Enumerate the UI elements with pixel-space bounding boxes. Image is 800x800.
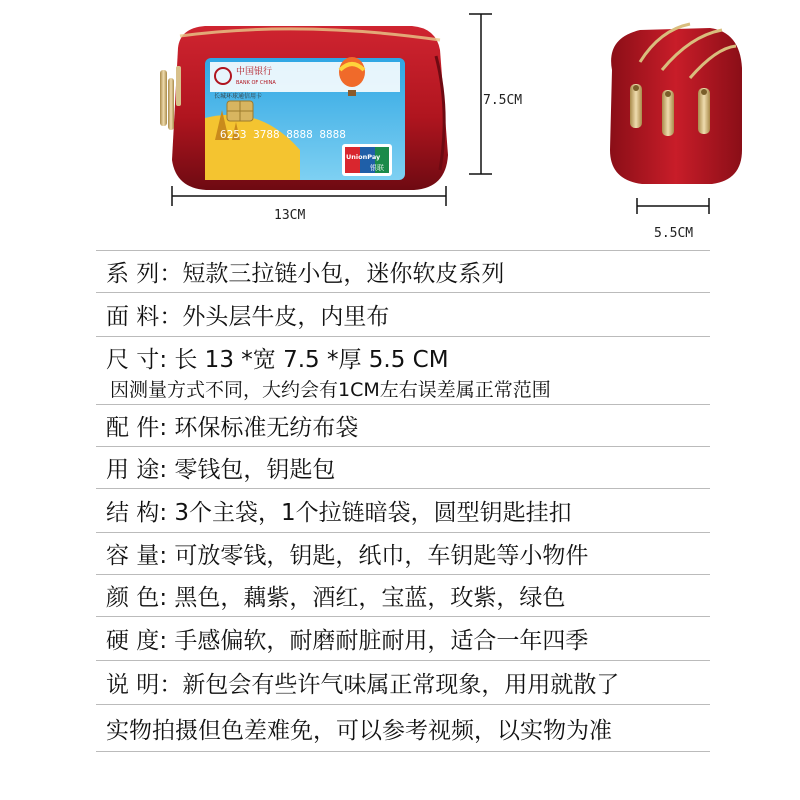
card-title-text: 长城环球通信用卡 <box>214 93 263 100</box>
bank-name-en-text: BANK OF CHINA <box>236 80 276 86</box>
spec-text: 配 件: 环保标准无纺布袋 <box>106 415 359 441</box>
spec-text: 硬 度: 手感偏软，耐磨耐脏耐用，适合一年四季 <box>106 628 589 654</box>
spec-row-material <box>96 292 710 336</box>
spec-row-colors <box>96 574 710 616</box>
spec-row-disclaimer <box>96 704 710 751</box>
bank-card-image <box>205 57 405 180</box>
card-number-text: 6253 3788 8888 8888 <box>220 128 346 141</box>
spec-row-notes <box>96 660 710 704</box>
spec-text: 结 构: 3个主袋，1个拉链暗袋，圆型钥匙挂扣 <box>106 500 572 526</box>
spec-text: 面 料：外头层牛皮，内里布 <box>106 304 390 330</box>
unionpay-logo-text: UnionPay <box>346 153 381 161</box>
product-photo <box>0 0 800 250</box>
thickness-dimension-label: 5.5CM <box>654 226 694 241</box>
length-dimension-label: 13CM <box>274 208 306 223</box>
spec-row-structure <box>96 488 710 532</box>
spec-text: 容 量: 可放零钱，钥匙，纸巾，车钥匙等小物件 <box>106 543 589 569</box>
spec-row-capacity <box>96 532 710 574</box>
spec-text: 系 列：短款三拉链小包，迷你软皮系列 <box>106 261 505 287</box>
bank-name-text: 中国银行 <box>236 67 273 77</box>
spec-row-hardness <box>96 616 710 660</box>
spec-text: 实物拍摄但色差难免，可以参考视频，以实物为准 <box>106 718 612 744</box>
height-dimension-label: 7.5CM <box>483 93 523 108</box>
spec-row-accessories <box>96 404 710 446</box>
spec-row-usage <box>96 446 710 488</box>
table-bottom-divider <box>96 751 710 752</box>
size-note-text: 因测量方式不同，大约会有1CM左右误差属正常范围 <box>110 379 551 401</box>
spec-row-series <box>96 250 710 292</box>
spec-text: 说 明：新包会有些许气味属正常现象，用用就散了 <box>106 672 620 698</box>
thickness-dimension-line <box>637 198 709 214</box>
wallet-side-view <box>610 24 742 184</box>
spec-text: 用 途: 零钱包，钥匙包 <box>106 457 336 483</box>
spec-row-size <box>96 336 710 404</box>
spec-text: 颜 色: 黑色，藕紫，酒红，宝蓝，玫紫，绿色 <box>106 585 566 611</box>
unionpay-cn-text: 银联 <box>370 164 384 172</box>
spec-text: 尺 寸: 长 13 *宽 7.5 *厚 5.5 CM <box>106 347 449 373</box>
